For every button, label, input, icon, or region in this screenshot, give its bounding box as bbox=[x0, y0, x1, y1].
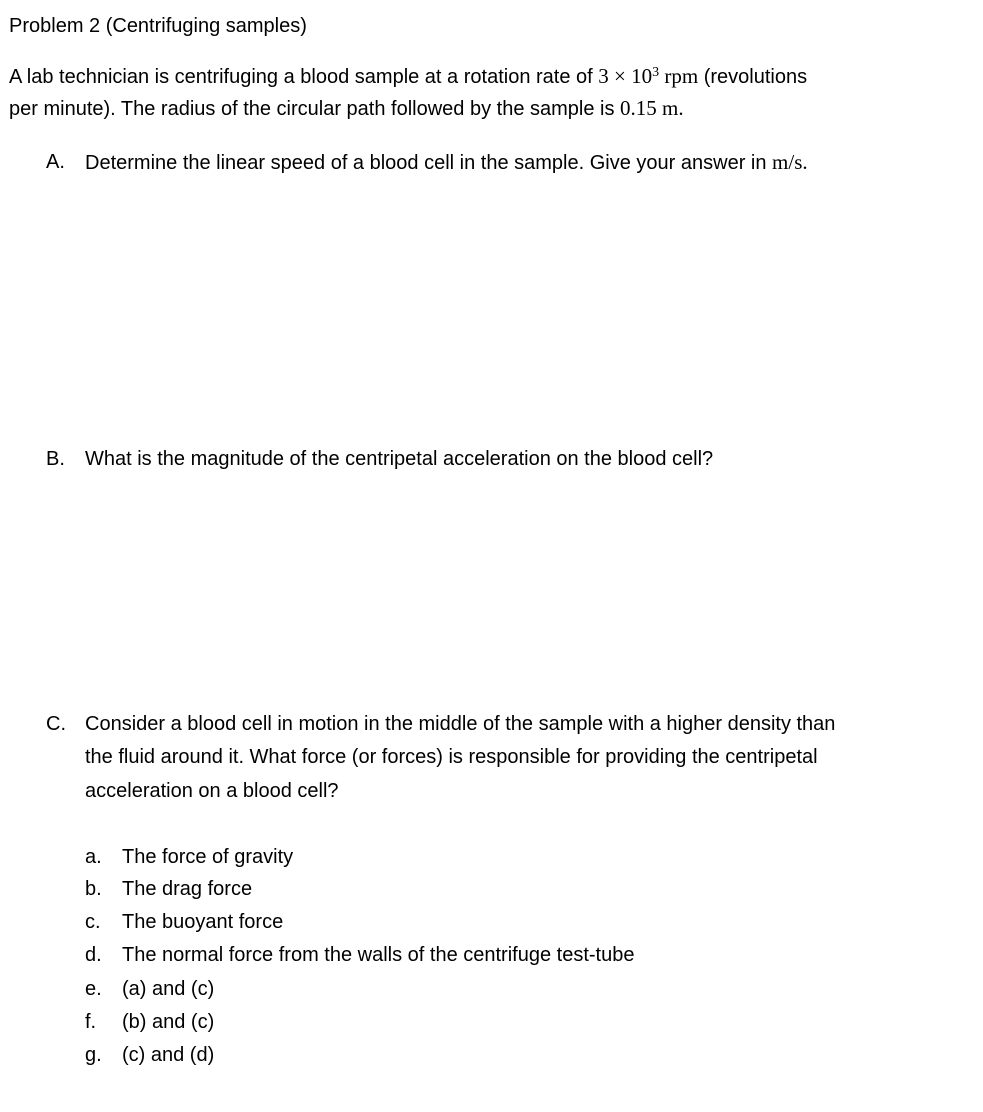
part-b-label: B. bbox=[46, 448, 65, 470]
option-f-letter: f. bbox=[85, 1011, 97, 1033]
part-c-question-line-3: acceleration on a blood cell? bbox=[85, 780, 339, 802]
option-a-letter: a. bbox=[85, 846, 102, 868]
part-a-text: Determine the linear speed of a blood cell in the sample. Give your answer in bbox=[85, 152, 773, 174]
intro-tail-1: (revolutions bbox=[698, 66, 808, 88]
option-g-letter: g. bbox=[85, 1044, 102, 1066]
option-a-text: The force of gravity bbox=[122, 846, 294, 868]
option-e-letter: e. bbox=[85, 978, 102, 1000]
option-d-text: The normal force from the walls of the centrifuge test-tube bbox=[122, 944, 635, 966]
rotation-rate-unit: rpm bbox=[659, 64, 699, 88]
rotation-rate bbox=[598, 64, 698, 88]
part-a-question bbox=[85, 150, 808, 175]
part-c-question-line-2: the fluid around it. What force (or forces) is responsible for providing the centripetal bbox=[85, 746, 818, 768]
part-c-question-line-1: Consider a blood cell in motion in the middle of the sample with a higher density than bbox=[85, 713, 836, 735]
option-f-text: (b) and (c) bbox=[122, 1011, 215, 1033]
intro-line-1 bbox=[9, 64, 807, 89]
option-c-text: The buoyant force bbox=[122, 911, 284, 933]
option-d-letter: d. bbox=[85, 944, 102, 966]
rotation-rate-exponent: 3 bbox=[652, 65, 660, 80]
option-g-text: (c) and (d) bbox=[122, 1044, 215, 1066]
option-e-text: (a) and (c) bbox=[122, 978, 215, 1000]
problem-title: Problem 2 (Centrifuging samples) bbox=[9, 15, 307, 37]
part-b-question: What is the magnitude of the centripetal acceleration on the blood cell? bbox=[85, 448, 714, 470]
part-a-label: A. bbox=[46, 151, 65, 173]
option-b-text: The drag force bbox=[122, 878, 253, 900]
radius-value: 0.15 m. bbox=[620, 96, 684, 120]
part-c-label: C. bbox=[46, 713, 66, 735]
intro-text-2: per minute). The radius of the circular path followed by the sample is bbox=[9, 98, 621, 120]
part-a-unit: m/s. bbox=[772, 150, 808, 174]
option-b-letter: b. bbox=[85, 878, 102, 900]
rotation-rate-base: 3 × 10 bbox=[598, 64, 653, 88]
intro-line-2 bbox=[9, 96, 684, 121]
option-c-letter: c. bbox=[85, 911, 101, 933]
intro-text-1: A lab technician is centrifuging a blood sample at a rotation rate of bbox=[9, 66, 599, 88]
